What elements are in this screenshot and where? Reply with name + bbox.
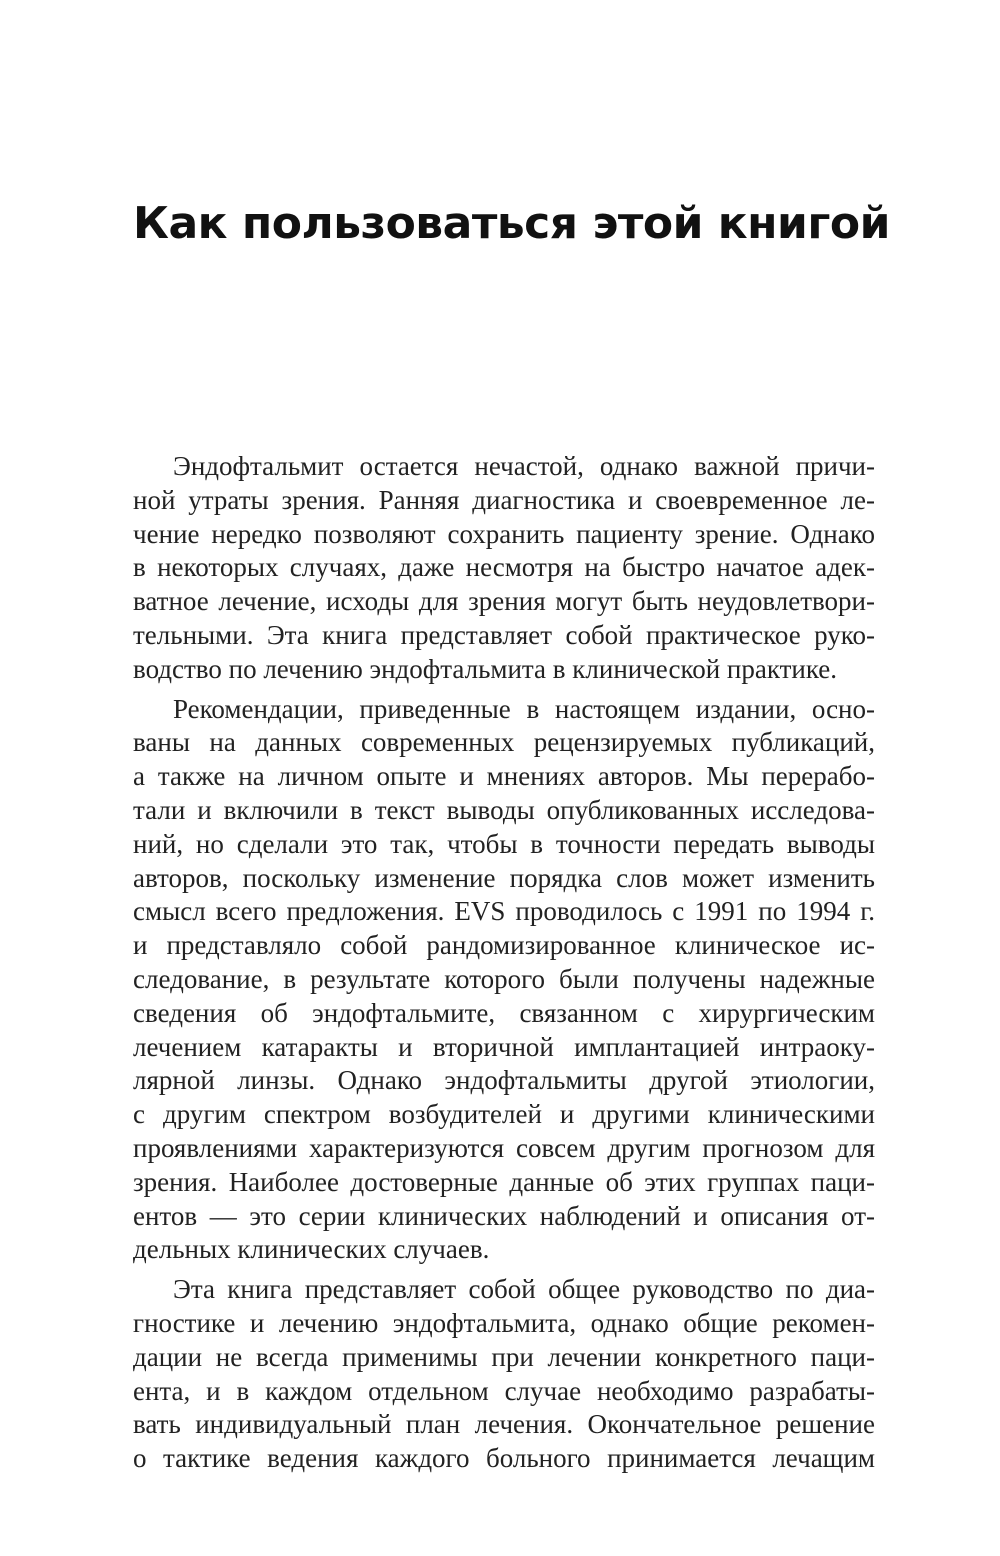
text-line: в некоторых случаях, даже несмотря на быстро начатое адек- <box>133 552 875 583</box>
text-line: Эта книга представляет собой общее руководство по диа- <box>173 1274 875 1305</box>
text-line: ватное лечение, исходы для зрения могут быть неудовлетвори- <box>133 586 875 617</box>
text-line: Эндофтальмит остается нечастой, однако важной причи- <box>173 451 875 481</box>
text-line: следование, в результате которого были получены надежные <box>133 963 875 994</box>
text-line: вать индивидуальный план лечения. Окончательное решение <box>133 1409 875 1440</box>
text-line: ентов — это серии клинических наблюдений и описания от- <box>133 1200 875 1231</box>
text-line: о тактике ведения каждого больного принимается лечащим <box>133 1443 875 1474</box>
text-line: ний, но сделали это так, чтобы в точности передать выводы <box>133 828 875 859</box>
text-line: с другим спектром возбудителей и другими клиническими <box>133 1099 875 1130</box>
paragraph-1 <box>133 450 875 687</box>
text-line: и представляло собой рандомизированное клиническое ис- <box>133 930 875 961</box>
text-line: ента, и в каждом отдельном случае необходимо разрабаты- <box>133 1375 875 1406</box>
text-line: авторов, поскольку изменение порядка слов может изменить <box>133 862 875 893</box>
text-line: а также на личном опыте и мнениях авторов. Мы перерабо- <box>133 761 875 792</box>
chapter-title: Как пользоваться этой книгой <box>133 198 890 249</box>
text-line: ваны на данных современных рецензируемых публикаций, <box>133 727 875 758</box>
text-line: дации не всегда применимы при лечении конкретного паци- <box>133 1341 875 1372</box>
text-line: лечением катаракты и вторичной имплантацией интраоку- <box>133 1031 875 1062</box>
text-line: гностике и лечению эндофтальмита, однако общие рекомен- <box>133 1307 875 1338</box>
text-line: тали и включили в текст выводы опубликованных исследова- <box>133 794 875 825</box>
text-line: смысл всего предложения. EVS проводилось с 1991 по 1994 г. <box>133 896 875 927</box>
text-line: лярной линзы. Однако эндофтальмиты другой этиологии, <box>133 1065 875 1096</box>
text-line: проявлениями характеризуются совсем другим прогнозом для <box>133 1132 875 1163</box>
body-text <box>133 450 875 1476</box>
paragraph-2 <box>133 693 875 1268</box>
text-line: Рекомендации, приведенные в настоящем издании, осно- <box>173 693 875 724</box>
text-line: чение нередко позволяют сохранить пациенту зрение. Однако <box>133 518 875 549</box>
text-line: сведения об эндофтальмите, связанном с хирургическим <box>133 997 875 1028</box>
text-line: дельных клинических случаев. <box>133 1234 490 1265</box>
text-line: ной утраты зрения. Ранняя диагностика и своевременное ле- <box>133 484 875 515</box>
text-line: водство по лечению эндофтальмита в клинической практике. <box>133 653 838 684</box>
paragraph-3 <box>133 1273 875 1476</box>
text-line: зрения. Наиболее достоверные данные об этих группах паци- <box>133 1166 875 1197</box>
text-line: тельными. Эта книга представляет собой практическое руко- <box>133 619 875 650</box>
